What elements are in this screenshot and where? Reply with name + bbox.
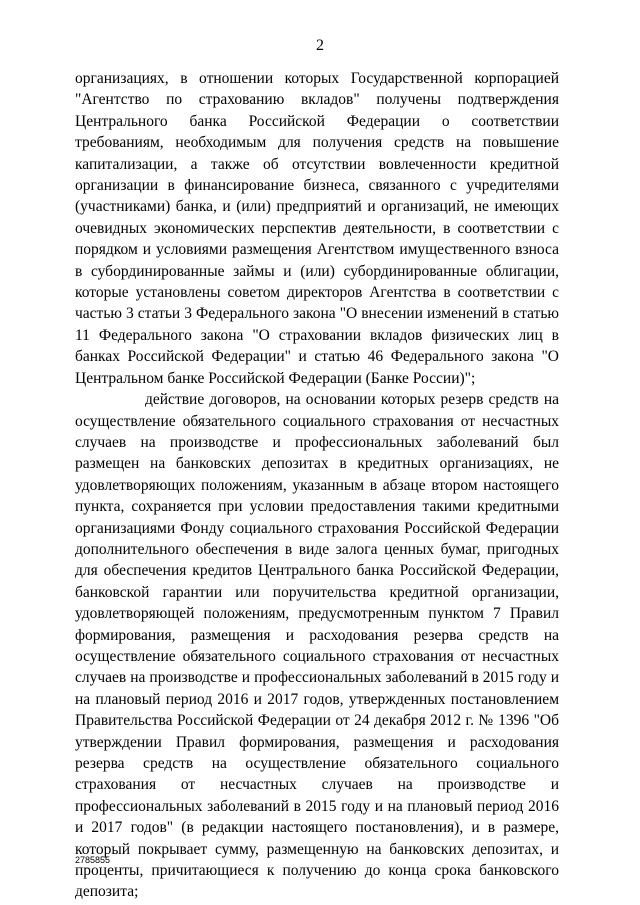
document-code: 2785855 [75, 855, 111, 865]
document-body [75, 68, 559, 903]
paragraph-deposit-agreements: действие договоров, на основании которых резерв средств на осуществление обязательного социального страхования от несчастных случаев на производстве и профессиональных заболеваний был размещен на банковских депозитах в кредитных организациях, не удовлетворяющих положениям, указанным в абзаце втором настоящего пункта, сохраняется при условии предоставления такими кредитными организациями Фонду социального страхования Российской Федерации дополнительного обеспечения в виде залога ценных бумаг, пригодных для обеспечения кредитов Центрального банка Российской Федерации, банковской гарантии или поручительства кредитной организации, удовлетворяющей положениям, предусмотренным пунктом 7 Правил формирования, размещения и расходования резерва средств на осуществление обязательного социального страхования от несчастных случаев на производстве и профессиональных заболеваний в 2015 году и на плановый период 2016 и 2017 годов, утвержденных постановлением Правительства Российской Федерации от 24 декабря 2012 г. № 1396 "Об утверждении Правил формирования, размещения и расходования резерва средств на осуществление обязательного социального страхования от несчастных случаев на производстве и профессиональных заболеваний в 2015 году и на плановый период 2016 и 2017 годов" (в редакции настоящего постановления), и в размере, который покрывает сумму, размещенную на банковских депозитах, и проценты, причитающиеся к получению до конца срока банковского депозита; [75, 391, 559, 901]
page-number: 2 [316, 37, 324, 54]
paragraph-continuation: организациях, в отношении которых Государственной корпорацией "Агентство по страхованию вкладов" получены подтверждения Центрального банка Российской Федерации о соответствии требованиям, необходимым для получения средств на повышение капитализации, а также об отсутствии вовлеченности кредитной организации в финансирование бизнеса, связанного с учредителями (участниками) банка, и (или) предприятий и организаций, не имеющих очевидных экономических перспектив деятельности, в соответствии с порядком и условиями размещения Агентством имущественного взноса в субординированные займы и (или) субординированные облигации, которые установлены советом директоров Агентства в соответствии с частью 3 статьи 3 Федерального закона "О внесении изменений в статью 11 Федерального закона "О страховании вкладов физических лиц в банках Российской Федерации" и статью 46 Федерального закона "О Центральном банке Российской Федерации (Банке России)"; [75, 70, 559, 387]
